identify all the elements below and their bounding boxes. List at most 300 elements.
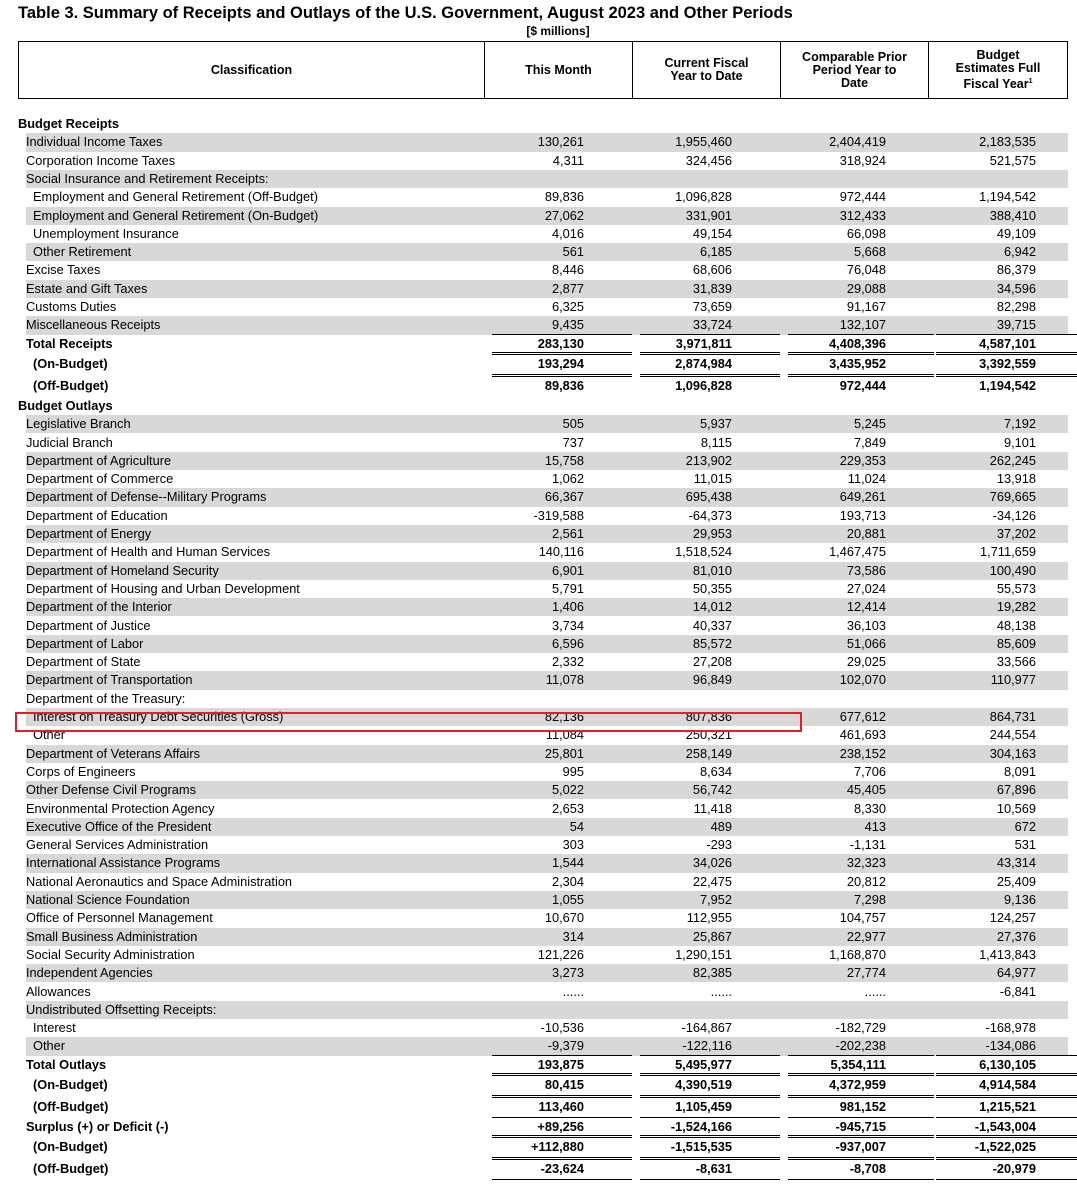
total-rule xyxy=(936,1097,1077,1098)
value-budget: 85,609 xyxy=(996,635,1036,651)
value-budget: 9,101 xyxy=(1003,434,1036,450)
total-rule xyxy=(936,376,1077,377)
table-row xyxy=(18,836,1068,854)
table-row xyxy=(18,316,1068,334)
value-comparable: 132,107 xyxy=(839,317,886,333)
value-this-month: 561 xyxy=(562,244,584,260)
value-current-fy: 40,337 xyxy=(692,617,732,633)
value-current-fy: 489 xyxy=(710,818,732,834)
table-row xyxy=(18,507,1068,525)
value-budget: 4,587,101 xyxy=(979,335,1036,351)
row-label: Small Business Administration xyxy=(26,928,198,944)
value-this-month: 121,226 xyxy=(537,946,584,962)
row-label: Department of Education xyxy=(26,507,168,523)
value-comparable xyxy=(780,170,886,188)
value-comparable: 8,330 xyxy=(853,800,886,816)
total-rule xyxy=(492,354,632,355)
row-label: Department of Justice xyxy=(26,617,151,633)
value-current-fy: 1,955,460 xyxy=(675,134,732,150)
value-budget: 1,194,542 xyxy=(979,189,1036,205)
value-current-fy: 5,495,977 xyxy=(675,1056,732,1072)
value-current-fy: 112,955 xyxy=(686,910,732,926)
total-rule xyxy=(936,1179,1077,1180)
value-this-month: 27,062 xyxy=(544,207,584,223)
value-budget: 6,942 xyxy=(1003,244,1036,260)
total-rule xyxy=(936,352,1077,353)
value-current-fy: 258,149 xyxy=(685,745,732,761)
row-label: Department of Defense--Military Programs xyxy=(26,489,267,505)
total-rule xyxy=(492,1097,632,1098)
value-this-month: 1,406 xyxy=(551,599,584,615)
value-this-month: 4,016 xyxy=(551,225,584,241)
value-this-month: 2,877 xyxy=(551,280,584,296)
value-budget: 19,282 xyxy=(996,599,1036,615)
value-budget: 37,202 xyxy=(996,526,1036,541)
total-rule xyxy=(492,1135,632,1136)
table-row xyxy=(18,964,1068,982)
table-row xyxy=(18,983,1068,1001)
total-rule xyxy=(936,1073,1077,1074)
row-label: Social Security Administration xyxy=(26,946,195,962)
table-row xyxy=(18,854,1068,872)
value-this-month: 113,460 xyxy=(538,1099,584,1114)
row-label: Department of Homeland Security xyxy=(26,562,219,578)
total-rule xyxy=(640,376,780,377)
value-this-month: 314 xyxy=(562,928,584,944)
value-budget: 864,731 xyxy=(989,709,1036,724)
value-current-fy: 49,154 xyxy=(692,225,732,241)
table-row xyxy=(18,225,1068,243)
value-current-fy: 1,290,151 xyxy=(675,946,732,962)
value-comparable: 27,024 xyxy=(846,580,886,596)
value-current-fy: -64,373 xyxy=(688,507,732,523)
value-budget: 6,130,105 xyxy=(979,1056,1036,1072)
row-label: General Services Administration xyxy=(26,837,209,853)
total-rule xyxy=(492,374,632,375)
value-current-fy: 68,606 xyxy=(692,262,732,278)
value-current-fy xyxy=(632,1001,732,1019)
value-comparable: 972,444 xyxy=(839,377,886,393)
table-row xyxy=(18,298,1068,316)
total-rule xyxy=(788,1135,934,1136)
value-budget: 531 xyxy=(1014,837,1036,853)
row-label: Department of Veterans Affairs xyxy=(26,745,201,761)
value-current-fy: 4,390,519 xyxy=(675,1077,732,1092)
total-rule xyxy=(640,1135,780,1136)
value-this-month: 25,801 xyxy=(544,745,584,761)
table-row xyxy=(18,397,1068,415)
value-comparable: 22,977 xyxy=(846,928,886,944)
table-row xyxy=(18,1074,1068,1096)
value-current-fy: -1,515,535 xyxy=(670,1139,732,1155)
total-rule xyxy=(788,1179,934,1180)
row-label: Corps of Engineers xyxy=(26,763,136,779)
value-this-month: 303 xyxy=(562,837,584,853)
value-current-fy: 1,096,828 xyxy=(675,377,732,393)
value-budget: 3,392,559 xyxy=(979,355,1036,371)
table-row xyxy=(18,375,1068,397)
total-rule xyxy=(492,1073,632,1074)
value-comparable: 7,706 xyxy=(853,763,886,779)
value-current-fy: 695,438 xyxy=(685,489,732,505)
table-row xyxy=(18,415,1068,433)
value-this-month: 6,596 xyxy=(551,635,584,651)
row-label: Executive Office of the President xyxy=(26,818,212,834)
table-row xyxy=(18,1001,1068,1019)
total-rule xyxy=(788,334,934,335)
table-row xyxy=(18,207,1068,225)
value-budget: 4,914,584 xyxy=(979,1077,1036,1092)
value-budget: -1,522,025 xyxy=(974,1139,1036,1155)
value-this-month: 3,734 xyxy=(551,617,584,633)
table-row xyxy=(18,353,1068,375)
table-row xyxy=(18,928,1068,946)
row-label: Social Insurance and Retirement Receipts: xyxy=(26,170,269,186)
row-label: Office of Personnel Management xyxy=(26,910,213,926)
row-label: Other xyxy=(33,1038,66,1054)
row-label: International Assistance Programs xyxy=(26,855,221,871)
header-budget-text: Budget Estimates Full Fiscal Year xyxy=(955,47,1041,92)
total-rule xyxy=(640,1157,780,1158)
value-current-fy: 73,659 xyxy=(692,299,732,314)
value-budget: -20,979 xyxy=(992,1161,1036,1177)
value-budget xyxy=(928,690,1036,708)
value-this-month: 1,055 xyxy=(551,892,584,907)
value-this-month: 1,544 xyxy=(551,855,584,871)
value-budget: 27,376 xyxy=(996,928,1036,944)
value-this-month: 505 xyxy=(562,416,584,432)
value-comparable: 677,612 xyxy=(839,709,886,724)
total-rule xyxy=(492,1055,632,1056)
value-comparable: 76,048 xyxy=(846,262,886,278)
table-row xyxy=(18,1158,1068,1180)
value-current-fy: 6,185 xyxy=(699,244,732,260)
table-row xyxy=(18,745,1068,763)
value-budget: 33,566 xyxy=(996,654,1036,670)
value-this-month: 89,836 xyxy=(544,377,584,393)
table-row xyxy=(18,243,1068,261)
header-comparable: Comparable Prior Period Year to Date xyxy=(780,42,928,98)
value-comparable: -182,729 xyxy=(835,1020,886,1036)
header-classification: Classification xyxy=(210,62,293,77)
table-row xyxy=(18,543,1068,561)
value-this-month: 54 xyxy=(569,818,584,834)
row-label: Other xyxy=(33,727,66,743)
value-current-fy: 5,937 xyxy=(699,416,732,432)
row-label: National Aeronautics and Space Administration xyxy=(26,873,293,889)
total-rule xyxy=(788,1055,934,1056)
total-rule xyxy=(640,354,780,355)
header-this-month: This Month xyxy=(484,42,632,98)
row-label: Total Outlays xyxy=(26,1056,107,1072)
value-this-month: 2,332 xyxy=(551,654,584,670)
value-comparable: 66,098 xyxy=(846,225,886,241)
row-label: Corporation Income Taxes xyxy=(26,152,176,168)
total-rule xyxy=(492,1179,632,1180)
total-rule xyxy=(788,1095,934,1096)
value-budget: 1,413,843 xyxy=(979,946,1036,962)
value-comparable: 1,467,475 xyxy=(829,544,886,560)
table-row xyxy=(18,452,1068,470)
row-label: Environmental Protection Agency xyxy=(26,800,215,816)
value-current-fy: 25,867 xyxy=(692,928,732,944)
value-current-fy: 213,902 xyxy=(685,452,732,468)
row-label: Department of Health and Human Services xyxy=(26,544,270,560)
value-this-month: 1,062 xyxy=(551,471,584,487)
value-budget: -168,978 xyxy=(985,1020,1036,1036)
row-label: Department of the Interior xyxy=(26,599,172,615)
value-current-fy: -1,524,166 xyxy=(670,1119,732,1134)
total-rule xyxy=(936,1095,1077,1096)
value-current-fy: 14,012 xyxy=(692,599,732,615)
total-rule xyxy=(936,1117,1077,1118)
value-comparable: 981,152 xyxy=(839,1099,886,1114)
table-row xyxy=(18,488,1068,506)
value-comparable: 4,408,396 xyxy=(829,335,886,351)
value-this-month: 193,875 xyxy=(537,1056,584,1072)
highlight-box xyxy=(15,712,802,732)
value-current-fy: 1,105,459 xyxy=(675,1099,732,1114)
row-label: Department of State xyxy=(26,654,141,670)
value-current-fy: 85,572 xyxy=(692,635,732,651)
value-comparable: 229,353 xyxy=(839,452,886,468)
value-comparable: -1,131 xyxy=(849,837,886,853)
total-rule xyxy=(492,1075,632,1076)
value-budget: 55,573 xyxy=(996,580,1036,596)
table-row xyxy=(18,946,1068,964)
value-budget: 244,554 xyxy=(989,727,1036,743)
value-this-month: 130,261 xyxy=(537,134,584,150)
table-row xyxy=(18,152,1068,170)
value-this-month: 5,791 xyxy=(551,580,584,596)
table-row xyxy=(18,909,1068,927)
table-row xyxy=(18,690,1068,708)
row-label: Undistributed Offsetting Receipts: xyxy=(26,1001,217,1017)
value-this-month: 2,561 xyxy=(551,526,584,541)
row-label: Interest on Treasury Debt Securities (Gross) xyxy=(33,709,284,724)
table-row xyxy=(18,800,1068,818)
value-this-month: 6,901 xyxy=(551,562,584,578)
value-comparable: 51,066 xyxy=(846,635,886,651)
table-row xyxy=(18,598,1068,616)
row-label: Department of the Treasury: xyxy=(26,690,186,706)
table-header xyxy=(18,41,1068,99)
row-label: Legislative Branch xyxy=(26,416,131,432)
table-row xyxy=(18,873,1068,891)
table-row xyxy=(18,188,1068,206)
value-budget: 34,596 xyxy=(996,280,1036,296)
row-label: Total Receipts xyxy=(26,335,113,351)
row-label: Allowances xyxy=(26,983,91,999)
value-this-month: 82,136 xyxy=(544,709,584,724)
row-label: (On-Budget) xyxy=(33,355,108,371)
value-comparable: -202,238 xyxy=(835,1038,886,1054)
total-rule xyxy=(640,1179,780,1180)
value-comparable: 5,245 xyxy=(853,416,886,432)
value-comparable: 29,025 xyxy=(846,654,886,670)
value-budget: -1,543,004 xyxy=(974,1119,1036,1134)
value-budget: 82,298 xyxy=(996,299,1036,314)
row-label: Department of Transportation xyxy=(26,672,193,688)
value-current-fy: 324,456 xyxy=(685,152,732,168)
table-row xyxy=(18,133,1068,151)
value-budget xyxy=(928,1001,1036,1019)
value-this-month: 193,294 xyxy=(537,355,584,371)
total-rule xyxy=(936,1159,1077,1160)
total-rule xyxy=(788,1157,934,1158)
total-rule xyxy=(788,374,934,375)
value-this-month xyxy=(484,690,584,708)
table-row xyxy=(18,280,1068,298)
value-current-fy: 1,096,828 xyxy=(675,189,732,205)
table-row xyxy=(18,617,1068,635)
row-label: Unemployment Insurance xyxy=(33,225,179,241)
value-comparable: 3,435,952 xyxy=(829,355,886,371)
value-comparable: 73,586 xyxy=(846,562,886,578)
value-budget: 1,711,659 xyxy=(980,544,1036,560)
value-this-month xyxy=(484,1001,584,1019)
value-budget xyxy=(928,170,1036,188)
value-current-fy: 8,634 xyxy=(699,763,732,779)
value-this-month: 140,116 xyxy=(538,544,584,560)
value-current-fy: 2,874,984 xyxy=(675,355,732,371)
value-budget: 304,163 xyxy=(989,745,1036,761)
table-row xyxy=(18,781,1068,799)
table-row xyxy=(18,470,1068,488)
total-rule xyxy=(936,1055,1077,1056)
value-comparable: 193,713 xyxy=(839,507,886,523)
row-label: Customs Duties xyxy=(26,299,117,314)
row-label: (On-Budget) xyxy=(33,1139,108,1155)
value-current-fy: 22,475 xyxy=(692,873,732,889)
value-comparable: 27,774 xyxy=(846,965,886,981)
row-label: Excise Taxes xyxy=(26,262,101,278)
table-row xyxy=(18,525,1068,543)
value-current-fy: 96,849 xyxy=(692,672,732,688)
total-rule xyxy=(936,334,1077,335)
value-budget: 43,314 xyxy=(996,855,1036,871)
value-comparable: 5,354,111 xyxy=(830,1056,886,1072)
value-current-fy: 11,418 xyxy=(693,800,732,816)
row-label: Department of Energy xyxy=(26,526,152,541)
value-budget: 1,194,542 xyxy=(979,377,1036,393)
row-label: Independent Agencies xyxy=(26,965,153,981)
value-budget: 8,091 xyxy=(1003,763,1036,779)
value-budget: -34,126 xyxy=(992,507,1036,523)
value-current-fy: 33,724 xyxy=(692,317,732,333)
total-rule xyxy=(788,1097,934,1098)
value-this-month: 80,415 xyxy=(544,1077,584,1092)
units-label: [$ millions] xyxy=(526,24,590,38)
total-rule xyxy=(492,334,632,335)
value-budget: 13,918 xyxy=(996,471,1036,487)
value-this-month: ...... xyxy=(562,983,584,999)
table-row xyxy=(18,1056,1068,1074)
value-this-month: -319,588 xyxy=(533,507,584,523)
total-rule xyxy=(492,352,632,353)
row-label: Department of Housing and Urban Development xyxy=(26,580,300,596)
value-budget: 769,665 xyxy=(989,489,1036,505)
total-rule xyxy=(788,352,934,353)
value-this-month: 11,078 xyxy=(545,672,584,688)
total-rule xyxy=(640,1159,780,1160)
value-comparable: -945,715 xyxy=(835,1119,886,1134)
value-this-month xyxy=(484,170,584,188)
table-title: Table 3. Summary of Receipts and Outlays of the U.S. Government, August 2023 and Other Periods xyxy=(18,4,793,22)
value-this-month: 10,670 xyxy=(544,910,584,926)
value-current-fy: -293 xyxy=(706,837,732,853)
value-this-month: 9,435 xyxy=(551,317,584,333)
value-comparable: 7,298 xyxy=(853,892,886,907)
value-budget: 10,569 xyxy=(996,800,1036,816)
total-rule xyxy=(640,1055,780,1056)
row-label: Department of Commerce xyxy=(26,471,174,487)
total-rule xyxy=(640,1137,780,1138)
value-current-fy: 31,839 xyxy=(692,280,732,296)
value-current-fy: 8,115 xyxy=(700,434,732,450)
table-row xyxy=(18,1037,1068,1055)
value-current-fy: 27,208 xyxy=(692,654,732,670)
value-comparable: 7,849 xyxy=(853,434,886,450)
table-row xyxy=(18,1118,1068,1136)
total-rule xyxy=(936,354,1077,355)
total-rule xyxy=(640,1073,780,1074)
value-budget: 2,183,535 xyxy=(979,134,1036,150)
total-rule xyxy=(788,376,934,377)
table-row xyxy=(18,653,1068,671)
header-budget xyxy=(928,42,1067,98)
value-comparable: -8,708 xyxy=(849,1161,886,1177)
total-rule xyxy=(640,1097,780,1098)
value-this-month: 8,446 xyxy=(551,262,584,278)
value-comparable: 20,812 xyxy=(846,873,886,889)
total-rule xyxy=(640,1075,780,1076)
total-rule xyxy=(936,1137,1077,1138)
value-current-fy: -164,867 xyxy=(681,1020,732,1036)
table-row xyxy=(18,170,1068,188)
total-rule xyxy=(936,1135,1077,1136)
value-comparable: 32,323 xyxy=(846,855,886,871)
value-this-month: -23,624 xyxy=(540,1161,584,1177)
total-rule xyxy=(788,1159,934,1160)
table-row xyxy=(18,261,1068,279)
row-label: Budget Outlays xyxy=(18,397,113,413)
value-comparable: 1,168,870 xyxy=(829,946,886,962)
value-comparable: 461,693 xyxy=(839,727,886,743)
value-current-fy: 807,836 xyxy=(685,709,732,724)
row-label: Other Defense Civil Programs xyxy=(26,782,196,798)
table-row xyxy=(18,115,1068,133)
value-current-fy: 250,321 xyxy=(685,727,732,743)
value-comparable: 102,070 xyxy=(839,672,886,688)
total-rule xyxy=(640,352,780,353)
value-this-month: 2,653 xyxy=(551,800,584,816)
value-comparable: 45,405 xyxy=(846,782,886,798)
total-rule xyxy=(492,376,632,377)
total-rule xyxy=(492,1137,632,1138)
total-rule xyxy=(936,1157,1077,1158)
value-this-month: 2,304 xyxy=(551,873,584,889)
header-current-fy: Current Fiscal Year to Date xyxy=(632,42,780,98)
value-current-fy: 11,015 xyxy=(693,471,732,487)
total-rule xyxy=(936,374,1077,375)
value-budget: 7,192 xyxy=(1003,416,1036,432)
value-comparable: 12,414 xyxy=(846,599,886,615)
value-budget: 1,215,521 xyxy=(979,1099,1036,1114)
value-budget: 67,896 xyxy=(996,782,1036,798)
table-row xyxy=(18,1096,1068,1118)
value-this-month: 995 xyxy=(562,763,584,779)
